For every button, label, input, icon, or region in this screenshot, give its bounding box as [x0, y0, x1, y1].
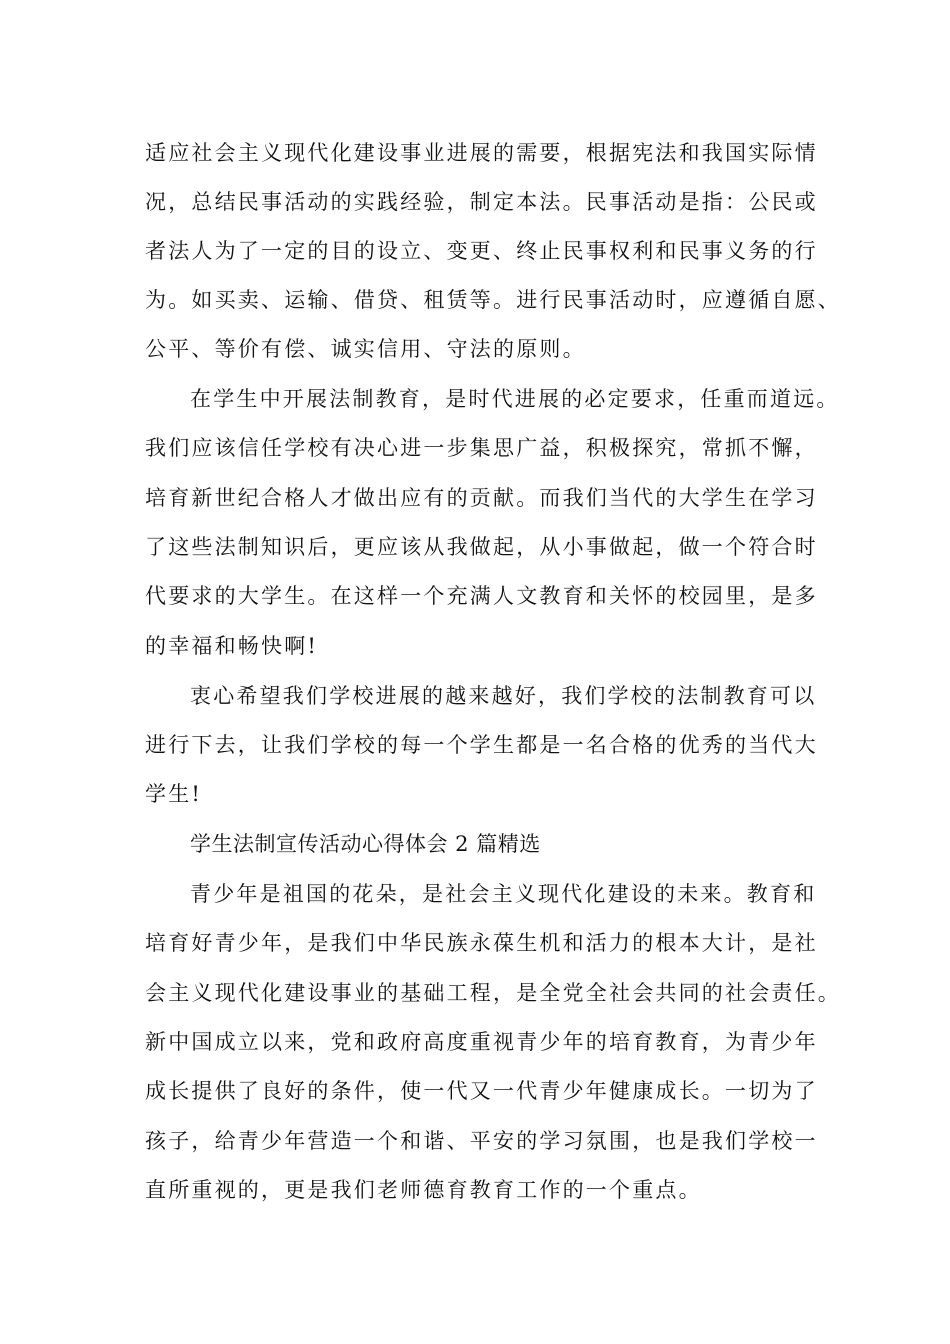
paragraph-4-line-7: 直所重视的，更是我们老师德育教育工作的一个重点。: [145, 1178, 702, 1202]
paragraph-1-line-4: 为。如买卖、运输、借贷、租赁等。进行民事活动时，应遵循自愿、: [145, 288, 841, 312]
paragraph-1-line-5: 公平、等价有偿、诚实信用、守法的原则。: [145, 337, 586, 361]
paragraph-4-line-5: 成长提供了良好的条件，使一代又一代青少年健康成长。一切为了: [145, 1079, 818, 1103]
paragraph-2-line-1: 在学生中开展法制教育，是时代进展的必定要求，任重而道远。: [190, 387, 840, 411]
paragraph-4-line-2: 培育好青少年，是我们中华民族永葆生机和活力的根本大计，是社: [145, 931, 818, 955]
section-heading: 学生法制宣传活动心得体会 2 篇精选: [190, 832, 541, 856]
paragraph-3-line-3: 学生!: [145, 782, 203, 806]
paragraph-2-line-5: 代要求的大学生。在这样一个充满人文教育和关怀的校园里，是多: [145, 584, 818, 608]
paragraph-4-line-4: 新中国成立以来，党和政府高度重视青少年的培育教育，为青少年: [145, 1030, 818, 1054]
paragraph-4-line-1: 青少年是祖国的花朵，是社会主义现代化建设的未来。教育和: [190, 882, 817, 906]
paragraph-2-line-6: 的幸福和畅快啊!: [145, 634, 319, 658]
paragraph-2-line-3: 培育新世纪合格人才做出应有的贡献。而我们当代的大学生在学习: [145, 486, 818, 510]
paragraph-3-line-1: 衷心希望我们学校进展的越来越好，我们学校的法制教育可以: [190, 684, 817, 708]
paragraph-1-line-2: 况，总结民事活动的实践经验，制定本法。民事活动是指：公民或: [145, 190, 818, 214]
paragraph-1-line-1: 适应社会主义现代化建设事业进展的需要，根据宪法和我国实际情: [145, 141, 818, 165]
paragraph-2-line-2: 我们应该信任学校有决心进一步集思广益，积极探究，常抓不懈，: [145, 436, 818, 460]
paragraph-4-line-3: 会主义现代化建设事业的基础工程，是全党全社会共同的社会责任。: [145, 981, 841, 1005]
paragraph-3-line-2: 进行下去，让我们学校的每一个学生都是一名合格的优秀的当代大: [145, 733, 818, 757]
paragraph-2-line-4: 了这些法制知识后，更应该从我做起，从小事做起，做一个符合时: [145, 535, 818, 559]
paragraph-1-line-3: 者法人为了一定的目的设立、变更、终止民事权利和民事义务的行: [145, 239, 818, 263]
paragraph-4-line-6: 孩子，给青少年营造一个和谐、平安的学习氛围，也是我们学校一: [145, 1129, 818, 1153]
